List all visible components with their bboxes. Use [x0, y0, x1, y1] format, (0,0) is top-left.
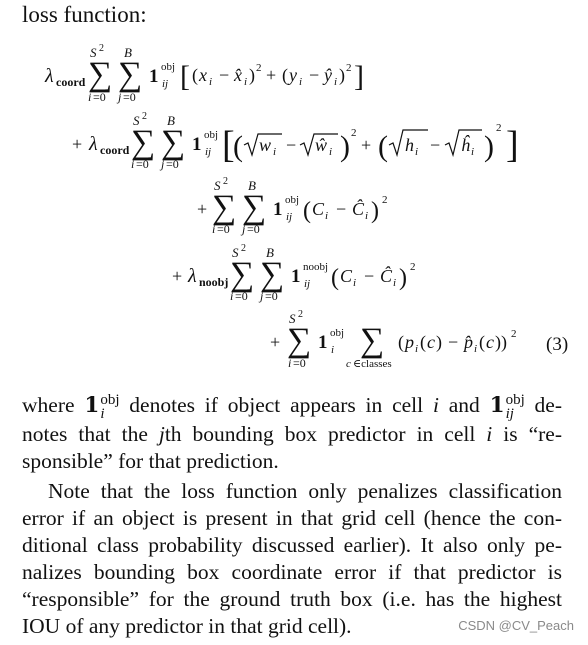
svg-text:(: ( [192, 65, 198, 85]
heading-loss-function: loss function: [22, 2, 147, 27]
svg-text:ij: ij [304, 278, 311, 290]
svg-text:i: i [299, 76, 303, 88]
svg-text:+: + [197, 199, 208, 219]
eq-row-1 [44, 43, 364, 104]
svg-text:(: ( [282, 65, 288, 85]
svg-text:B: B [124, 45, 132, 60]
svg-text:(: ( [398, 332, 404, 352]
p1-line-2: notes that the jth bounding box predictor in cell i is “re- [22, 422, 562, 446]
svg-text:i: i [212, 222, 216, 236]
svg-text:): ) [340, 130, 350, 163]
svg-text:2: 2 [256, 62, 262, 74]
svg-text:i: i [331, 344, 335, 356]
svg-text:∑: ∑ [260, 256, 285, 293]
svg-text:y: y [289, 65, 297, 85]
svg-text:2: 2 [99, 43, 104, 54]
svg-text:[: [ [222, 124, 235, 166]
svg-text:∈classes: ∈classes [353, 358, 392, 370]
indicator-obj-ij: obj ij [505, 392, 525, 423]
indicator-symbol: 1 [84, 393, 100, 418]
svg-text:2: 2 [351, 127, 357, 139]
svg-text:+: + [270, 332, 281, 352]
svg-text:i: i [415, 343, 419, 355]
svg-text:i: i [209, 76, 213, 88]
svg-text:coord: coord [100, 143, 130, 157]
svg-text:i: i [288, 356, 292, 370]
svg-text:ĥ: ĥ [461, 135, 470, 155]
paragraph-indicator-definition [22, 392, 562, 421]
svg-text:=0: =0 [247, 222, 260, 236]
svg-text:(: ( [303, 198, 311, 224]
svg-text:+: + [172, 266, 183, 286]
svg-text:=0: =0 [235, 289, 248, 303]
svg-text:w: w [259, 135, 272, 155]
svg-text:∑: ∑ [88, 56, 113, 93]
svg-text:(: ( [378, 130, 388, 163]
svg-text:S: S [133, 113, 140, 128]
svg-text:1: 1 [318, 332, 328, 353]
svg-text:∑: ∑ [242, 189, 267, 226]
svg-text:i: i [471, 146, 475, 158]
svg-text:1: 1 [291, 266, 301, 287]
svg-text:2: 2 [142, 111, 147, 122]
svg-text:−: − [219, 65, 230, 85]
svg-text:p: p [405, 332, 414, 352]
svg-text:coord: coord [56, 75, 86, 89]
svg-text:=0: =0 [136, 157, 149, 171]
eq-row-2 [72, 111, 519, 171]
svg-text:): ) [484, 130, 494, 163]
svg-text:i: i [415, 146, 419, 158]
svg-text:−: − [448, 332, 459, 352]
equation-number: (3) [546, 334, 569, 355]
paragraph-loss-note [22, 478, 562, 640]
svg-text:obj: obj [330, 327, 345, 339]
p2-line-6: IOU of any predictor in that grid cell). [22, 614, 352, 638]
svg-text:−: − [286, 135, 297, 155]
svg-text:S: S [232, 245, 239, 260]
svg-text:i: i [230, 289, 234, 303]
svg-text:j: j [161, 157, 165, 171]
svg-text:i: i [365, 210, 369, 222]
svg-text:obj: obj [161, 61, 176, 73]
svg-text:=0: =0 [93, 90, 106, 104]
svg-text:x: x [199, 65, 207, 85]
p2-line-3: ditional class probability discussed earlier). It also only pe- [22, 533, 562, 557]
svg-text:(: ( [233, 130, 243, 163]
svg-text:λ: λ [89, 133, 98, 155]
svg-text:): ) [371, 198, 379, 224]
svg-text:ŵ: ŵ [315, 135, 328, 155]
svg-text:2: 2 [511, 328, 517, 340]
svg-text:j: j [118, 90, 122, 104]
p1-de: de- [534, 393, 562, 417]
svg-text:+: + [72, 134, 83, 154]
svg-text:B: B [266, 245, 274, 260]
svg-text:ŷ: ŷ [324, 65, 332, 85]
svg-text:∑: ∑ [161, 124, 186, 161]
svg-text:2: 2 [346, 62, 352, 74]
svg-text:x̂: x̂ [234, 65, 242, 85]
p2-line-1: Note that the loss function only penalizes classification [48, 479, 562, 503]
svg-text:]: ] [506, 124, 519, 166]
svg-text:=0: =0 [265, 289, 278, 303]
svg-text:C: C [340, 266, 353, 286]
svg-text:−: − [309, 65, 320, 85]
svg-text:(: ( [420, 332, 426, 352]
p2-line-2: error if an object is present in that grid cell (hence the con- [22, 506, 562, 530]
svg-text:c: c [427, 332, 435, 352]
svg-text:∑: ∑ [287, 322, 312, 359]
svg-text:c: c [346, 358, 351, 370]
p2-line-5: “responsible” for the ground truth box (i.e. has the highest [22, 587, 562, 611]
svg-text:C: C [312, 199, 325, 219]
svg-text:i: i [393, 277, 397, 289]
svg-text:λ: λ [188, 265, 197, 287]
svg-text:1: 1 [273, 199, 283, 220]
svg-text:2: 2 [410, 261, 416, 273]
svg-text:λ: λ [45, 65, 54, 87]
indicator-obj-i: obj i [100, 392, 120, 423]
svg-text:+: + [266, 65, 277, 85]
svg-text:noobj: noobj [303, 261, 329, 273]
svg-text:i: i [273, 146, 277, 158]
svg-text:obj: obj [204, 129, 219, 141]
svg-text:ij: ij [286, 211, 293, 223]
svg-text:∑: ∑ [212, 189, 237, 226]
p1-and: and [448, 393, 480, 417]
svg-text:=0: =0 [123, 90, 136, 104]
svg-text:S: S [289, 311, 296, 326]
svg-text:i: i [353, 277, 357, 289]
watermark: CSDN @CV_Peach [458, 618, 574, 633]
svg-text:): ) [399, 265, 407, 291]
svg-text:i: i [474, 343, 478, 355]
svg-text:(: ( [479, 332, 485, 352]
svg-text:∑: ∑ [230, 256, 255, 293]
svg-text:i: i [325, 210, 329, 222]
svg-text:S: S [214, 178, 221, 193]
svg-text:i: i [88, 90, 92, 104]
svg-text:∑: ∑ [118, 56, 143, 93]
svg-text:i: i [329, 146, 333, 158]
svg-text:h: h [405, 135, 414, 155]
svg-text:Ĉ: Ĉ [380, 266, 393, 286]
svg-text:)): )) [495, 332, 507, 352]
eq-row-4 [172, 243, 416, 303]
svg-text:=0: =0 [293, 356, 306, 370]
svg-text:B: B [167, 113, 175, 128]
svg-text:1: 1 [192, 134, 202, 155]
svg-text:2: 2 [241, 243, 246, 254]
svg-text:ij: ij [205, 146, 212, 158]
p1-denotes-object: denotes if object appears in cell [129, 393, 424, 417]
svg-text:2: 2 [382, 194, 388, 206]
svg-text:i: i [131, 157, 135, 171]
svg-text:2: 2 [496, 122, 502, 134]
svg-text:): ) [249, 65, 255, 85]
svg-text:ij: ij [162, 78, 169, 90]
svg-text:): ) [436, 332, 442, 352]
svg-text:(: ( [331, 265, 339, 291]
svg-text:2: 2 [298, 309, 303, 320]
svg-text:noobj: noobj [199, 275, 229, 289]
svg-text:j: j [242, 222, 246, 236]
eq-row-3 [197, 176, 388, 236]
svg-text:]: ] [354, 60, 364, 93]
svg-text:−: − [364, 266, 375, 286]
svg-text:): ) [339, 65, 345, 85]
svg-text:1: 1 [149, 66, 159, 87]
svg-text:B: B [248, 178, 256, 193]
svg-text:obj: obj [285, 194, 300, 206]
svg-text:∑: ∑ [131, 124, 156, 161]
eq-row-5 [270, 309, 517, 370]
svg-text:=0: =0 [166, 157, 179, 171]
svg-text:=0: =0 [217, 222, 230, 236]
p1-line-3: sponsible” for that prediction. [22, 449, 279, 473]
svg-text:S: S [90, 45, 97, 60]
svg-text:2: 2 [223, 176, 228, 187]
p1-where: where [22, 393, 75, 417]
svg-text:[: [ [180, 60, 190, 93]
svg-text:∑: ∑ [360, 322, 385, 359]
svg-text:p̂: p̂ [464, 332, 473, 352]
svg-text:−: − [336, 199, 347, 219]
p2-line-4: nalizes bounding box coordinate error if that predictor is [22, 560, 562, 584]
indicator-symbol: 1 [489, 393, 505, 418]
svg-text:i: i [244, 76, 248, 88]
svg-text:−: − [430, 135, 441, 155]
svg-text:j: j [260, 289, 264, 303]
svg-text:+: + [361, 135, 372, 155]
var-i: i [432, 393, 439, 417]
svg-text:c: c [486, 332, 494, 352]
svg-text:i: i [334, 76, 338, 88]
svg-text:Ĉ: Ĉ [352, 199, 365, 219]
